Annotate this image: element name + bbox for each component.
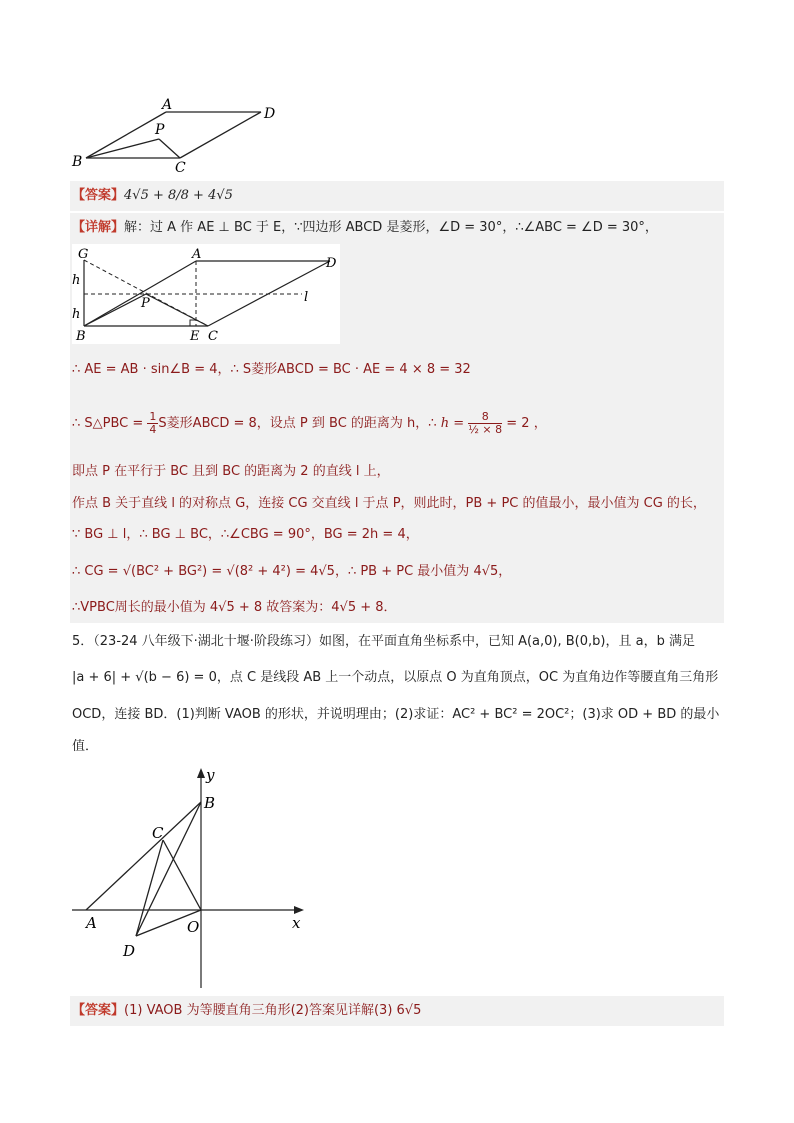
q5-line-2: |a + 6| + √(b − 6) = 0，点 C 是线段 AB 上一个动点，以原点 O 为直角顶点，OC 为直角边作等腰直角三角形 bbox=[72, 670, 719, 685]
q5-line-3: OCD，连接 BD．(1)判断 VAOB 的形状，并说明理由；(2)求证：AC² + BC² = 2OC²；(3)求 OD + BD 的最小 bbox=[72, 707, 720, 722]
label-D: D bbox=[264, 106, 276, 122]
label-C: C bbox=[175, 160, 186, 176]
detail-line-3: ∴ S△PBC = $\frac{1}{4}S$菱形ABCD = 8，设点 P 到 BC 的距离为 h，∴ h = $\frac{8}{\text{½ × 8}} = 2$ ， bbox=[72, 410, 547, 436]
label-P2: P bbox=[141, 296, 150, 311]
label-B: B bbox=[72, 154, 83, 170]
label-B3: B bbox=[204, 794, 216, 812]
answer-tag: 【答案】 bbox=[72, 188, 125, 203]
label-D2: D bbox=[326, 256, 337, 271]
detail-line-6: ∵ BG ⊥ l，∴ BG ⊥ BC，∴∠CBG = 90°，BG = 2h = 4， bbox=[72, 527, 419, 542]
label-x: x bbox=[292, 914, 301, 932]
detail-line-4: 即点 P 在平行于 BC 且到 BC 的距离为 2 的直线 l 上， bbox=[72, 464, 390, 479]
answer-1 bbox=[72, 186, 233, 206]
label-A3: A bbox=[86, 914, 97, 932]
fraction-quarter: $\frac{1}{4}$ bbox=[149, 410, 157, 436]
label-h-bottom: h bbox=[72, 307, 81, 322]
rhombus-figure bbox=[66, 94, 286, 176]
q5-line-1: 5．（23-24 八年级下·湖北十堰·阶段练习）如图，在平面直角坐标系中，已知 A(a,0), B(0,b)，且 a，b 满足 bbox=[72, 634, 695, 649]
label-C2: C bbox=[208, 329, 218, 344]
q5-line-4: 值． bbox=[72, 739, 99, 754]
label-h-top: h bbox=[72, 273, 81, 288]
detail-tag: 【详解】 bbox=[72, 220, 125, 235]
label-E: E bbox=[190, 329, 200, 344]
answer-2 bbox=[72, 1001, 421, 1021]
label-P: P bbox=[155, 122, 165, 138]
label-A2: A bbox=[192, 247, 202, 262]
detail-line-2: ∴ AE = AB · sin∠B = 4，∴ S菱形ABCD = BC · AE = 4 × 8 = 32 bbox=[72, 362, 471, 377]
detail-line-1: 【详解】解：过 A 作 AE ⊥ BC 于 E，∵四边形 ABCD 是菱形，∠D = 30°，∴∠ABC = ∠D = 30°， bbox=[72, 220, 658, 235]
label-O: O bbox=[187, 918, 200, 936]
fraction-h: $\frac{8}{\text{½ × 8}}$ bbox=[468, 410, 503, 436]
answer-value: 4√5 + 8/8 + 4√5 bbox=[124, 188, 233, 203]
label-D3: D bbox=[123, 942, 136, 960]
solution-figure bbox=[72, 244, 340, 344]
label-B2: B bbox=[76, 329, 86, 344]
label-A: A bbox=[162, 97, 173, 113]
label-y: y bbox=[206, 766, 215, 784]
answer-2-tag: 【答案】 bbox=[72, 1003, 125, 1018]
detail-line-7: ∴ CG = √(BC² + BG²) = √(8² + 4²) = 4√5，∴ PB + PC 最小值为 4√5， bbox=[72, 564, 512, 579]
label-l: l bbox=[304, 290, 309, 305]
coordinate-figure bbox=[66, 762, 316, 994]
label-C3: C bbox=[152, 824, 164, 842]
detail-line-8: ∴VPBC周长的最小值为 4√5 + 8 故答案为：4√5 + 8． bbox=[72, 600, 397, 615]
detail-line-5: 作点 B 关于直线 l 的对称点 G，连接 CG 交直线 l 于点 P，则此时，PB + PC 的值最小，最小值为 CG 的长， bbox=[72, 496, 706, 511]
label-G: G bbox=[78, 247, 89, 262]
answer-2-value: (1) VAOB 为等腰直角三角形(2)答案见详解(3) 6√5 bbox=[124, 1003, 422, 1018]
